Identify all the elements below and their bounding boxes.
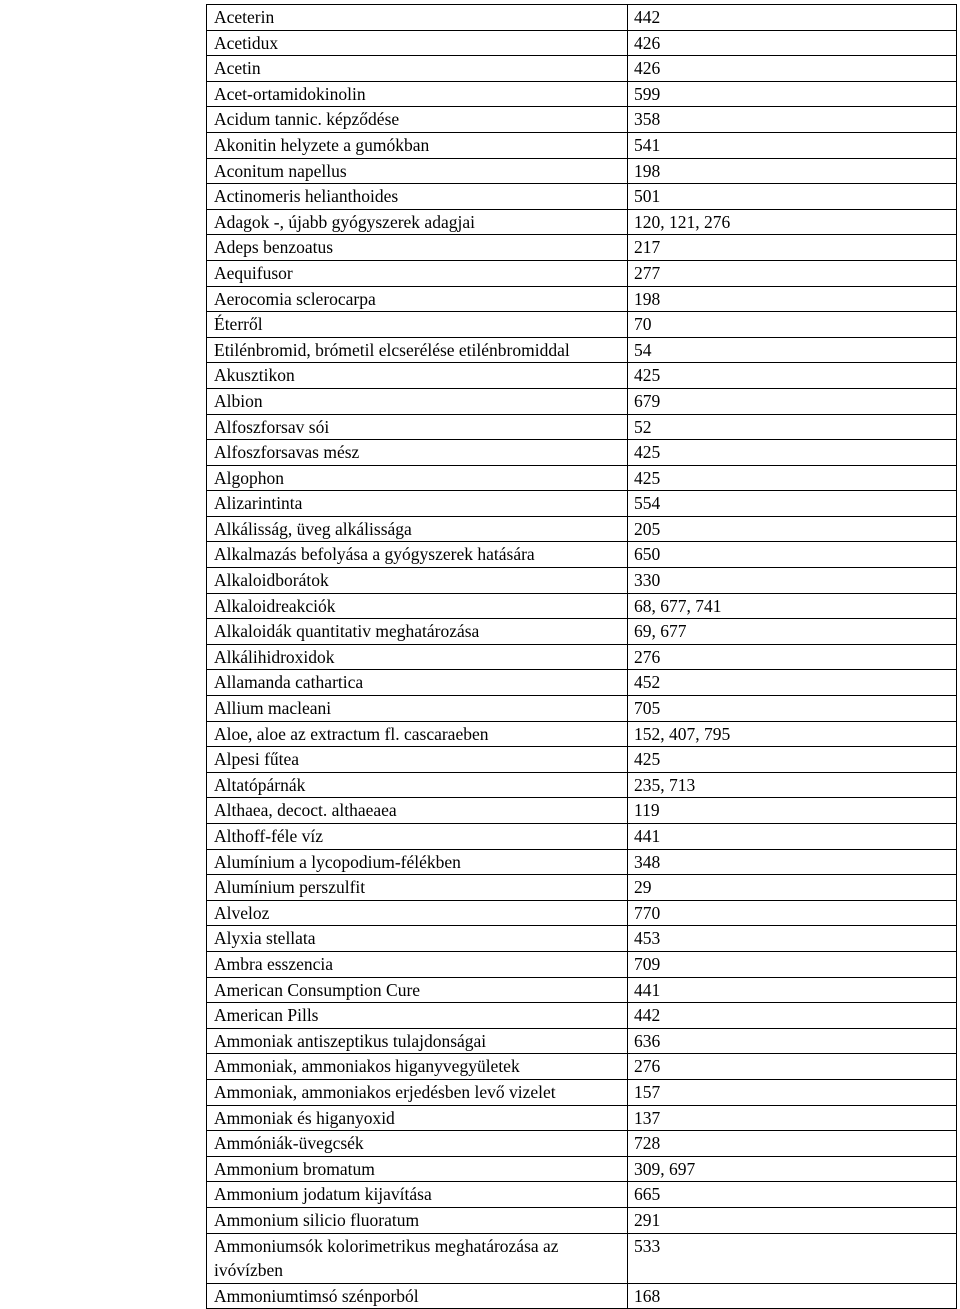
index-term: Alkaloidreakciók xyxy=(207,593,628,619)
table-row xyxy=(207,56,957,82)
index-page-numbers: 650 xyxy=(628,542,957,568)
index-page-numbers: 276 xyxy=(628,644,957,670)
index-term: Algophon xyxy=(207,465,628,491)
index-page-numbers: 54 xyxy=(628,337,957,363)
index-page-numbers: 425 xyxy=(628,747,957,773)
table-row xyxy=(207,132,957,158)
table-row xyxy=(207,1182,957,1208)
table-row xyxy=(207,235,957,261)
index-page-numbers: 152, 407, 795 xyxy=(628,721,957,747)
index-term: Altatópárnák xyxy=(207,772,628,798)
table-row xyxy=(207,1028,957,1054)
index-term: Allium macleani xyxy=(207,696,628,722)
index-page-numbers: 541 xyxy=(628,132,957,158)
index-page-numbers: 119 xyxy=(628,798,957,824)
index-page-numbers: 728 xyxy=(628,1131,957,1157)
index-term: Ammoniak és higanyoxid xyxy=(207,1105,628,1131)
index-term: Ammoniak, ammoniakos erjedésben levő vizelet xyxy=(207,1079,628,1105)
index-term: Etilénbromid, brómetil elcserélése etilénbromiddal xyxy=(207,337,628,363)
index-term: Alumínium perszulfit xyxy=(207,875,628,901)
index-page-numbers: 636 xyxy=(628,1028,957,1054)
index-term: Éterről xyxy=(207,312,628,338)
table-row xyxy=(207,849,957,875)
table-row xyxy=(207,568,957,594)
index-page-numbers: 554 xyxy=(628,491,957,517)
index-page-numbers: 665 xyxy=(628,1182,957,1208)
index-term: Akusztikon xyxy=(207,363,628,389)
index-page-numbers: 348 xyxy=(628,849,957,875)
index-table-body xyxy=(207,5,957,1309)
index-page-numbers: 442 xyxy=(628,1003,957,1029)
index-page-numbers: 157 xyxy=(628,1079,957,1105)
index-term: Aequifusor xyxy=(207,260,628,286)
table-row xyxy=(207,696,957,722)
index-term: Alkaloidborátok xyxy=(207,568,628,594)
index-page-numbers: 425 xyxy=(628,440,957,466)
index-page-numbers: 69, 677 xyxy=(628,619,957,645)
table-row xyxy=(207,798,957,824)
table-row xyxy=(207,926,957,952)
index-term: Alkálisság, üveg alkálissága xyxy=(207,516,628,542)
table-row xyxy=(207,747,957,773)
table-row xyxy=(207,260,957,286)
table-row xyxy=(207,1283,957,1309)
index-page-numbers: 309, 697 xyxy=(628,1156,957,1182)
index-term: Alizarintinta xyxy=(207,491,628,517)
index-page-numbers: 217 xyxy=(628,235,957,261)
index-term: Acidum tannic. képződése xyxy=(207,107,628,133)
table-row xyxy=(207,107,957,133)
table-row xyxy=(207,824,957,850)
index-term: American Pills xyxy=(207,1003,628,1029)
table-row xyxy=(207,465,957,491)
index-page-numbers: 501 xyxy=(628,184,957,210)
table-row xyxy=(207,209,957,235)
table-row xyxy=(207,491,957,517)
index-table xyxy=(206,4,957,1309)
index-page-numbers: 452 xyxy=(628,670,957,696)
index-page-numbers: 68, 677, 741 xyxy=(628,593,957,619)
table-row xyxy=(207,30,957,56)
index-term: Acetidux xyxy=(207,30,628,56)
index-page-numbers: 705 xyxy=(628,696,957,722)
table-row xyxy=(207,337,957,363)
index-term: Allamanda cathartica xyxy=(207,670,628,696)
table-row xyxy=(207,388,957,414)
index-term: Ammonium silicio fluoratum xyxy=(207,1207,628,1233)
table-row xyxy=(207,977,957,1003)
table-row xyxy=(207,81,957,107)
table-row xyxy=(207,670,957,696)
index-term: Alyxia stellata xyxy=(207,926,628,952)
index-term: Actinomeris helianthoides xyxy=(207,184,628,210)
index-page-numbers: 198 xyxy=(628,158,957,184)
table-row xyxy=(207,440,957,466)
index-page-numbers: 442 xyxy=(628,5,957,31)
index-page-numbers: 52 xyxy=(628,414,957,440)
index-term: Althaea, decoct. althaeaea xyxy=(207,798,628,824)
index-page-numbers: 425 xyxy=(628,465,957,491)
index-term: Acetin xyxy=(207,56,628,82)
index-term: Alumínium a lycopodium-félékben xyxy=(207,849,628,875)
table-row xyxy=(207,1131,957,1157)
table-row xyxy=(207,414,957,440)
table-row xyxy=(207,158,957,184)
index-page-numbers: 330 xyxy=(628,568,957,594)
index-page-numbers: 137 xyxy=(628,1105,957,1131)
index-term: Ammonium jodatum kijavítása xyxy=(207,1182,628,1208)
index-page-numbers: 709 xyxy=(628,951,957,977)
table-row xyxy=(207,1156,957,1182)
index-term: Ammoniak, ammoniakos higanyvegyületek xyxy=(207,1054,628,1080)
index-term: Alveloz xyxy=(207,900,628,926)
index-term: Akonitin helyzete a gumókban xyxy=(207,132,628,158)
index-term: Alfoszforsav sói xyxy=(207,414,628,440)
index-term: Alpesi fűtea xyxy=(207,747,628,773)
index-page-numbers: 120, 121, 276 xyxy=(628,209,957,235)
index-term: Ammoniumtimsó szénporból xyxy=(207,1283,628,1309)
index-term: Aceterin xyxy=(207,5,628,31)
index-page-numbers: 599 xyxy=(628,81,957,107)
index-term: Ambra esszencia xyxy=(207,951,628,977)
index-page-numbers: 453 xyxy=(628,926,957,952)
table-row xyxy=(207,1207,957,1233)
index-term: Adagok -, újabb gyógyszerek adagjai xyxy=(207,209,628,235)
index-term: Ammoniak antiszeptikus tulajdonságai xyxy=(207,1028,628,1054)
index-page-numbers: 198 xyxy=(628,286,957,312)
table-row xyxy=(207,772,957,798)
index-page-numbers: 425 xyxy=(628,363,957,389)
table-row xyxy=(207,363,957,389)
index-term: Alkaloidák quantitativ meghatározása xyxy=(207,619,628,645)
index-term: Ammoniumsók kolorimetrikus meghatározása az ivóvízben xyxy=(207,1233,628,1283)
table-row xyxy=(207,1233,957,1283)
table-row xyxy=(207,542,957,568)
table-row xyxy=(207,721,957,747)
index-page-numbers: 205 xyxy=(628,516,957,542)
table-row xyxy=(207,286,957,312)
index-term: American Consumption Cure xyxy=(207,977,628,1003)
index-page-numbers: 441 xyxy=(628,824,957,850)
index-term: Alfoszforsavas mész xyxy=(207,440,628,466)
table-row xyxy=(207,644,957,670)
index-page-numbers: 291 xyxy=(628,1207,957,1233)
index-term: Alkálihidroxidok xyxy=(207,644,628,670)
index-term: Acet-ortamidokinolin xyxy=(207,81,628,107)
table-row xyxy=(207,875,957,901)
index-page-numbers: 277 xyxy=(628,260,957,286)
table-row xyxy=(207,5,957,31)
table-row xyxy=(207,619,957,645)
index-page-numbers: 426 xyxy=(628,56,957,82)
index-page-numbers: 70 xyxy=(628,312,957,338)
index-term: Adeps benzoatus xyxy=(207,235,628,261)
index-term: Ammóniák-üvegcsék xyxy=(207,1131,628,1157)
table-row xyxy=(207,1003,957,1029)
index-page-numbers: 168 xyxy=(628,1283,957,1309)
table-row xyxy=(207,1054,957,1080)
index-term: Aloe, aloe az extractum fl. cascaraeben xyxy=(207,721,628,747)
table-row xyxy=(207,593,957,619)
table-row xyxy=(207,184,957,210)
index-page-numbers: 358 xyxy=(628,107,957,133)
index-page-numbers: 533 xyxy=(628,1233,957,1283)
index-term: Ammonium bromatum xyxy=(207,1156,628,1182)
index-term: Aerocomia sclerocarpa xyxy=(207,286,628,312)
index-page-numbers: 235, 713 xyxy=(628,772,957,798)
index-page-numbers: 679 xyxy=(628,388,957,414)
index-page-numbers: 441 xyxy=(628,977,957,1003)
index-page-numbers: 276 xyxy=(628,1054,957,1080)
table-row xyxy=(207,516,957,542)
table-row xyxy=(207,951,957,977)
table-row xyxy=(207,1105,957,1131)
table-row xyxy=(207,900,957,926)
index-term: Aconitum napellus xyxy=(207,158,628,184)
index-page-numbers: 770 xyxy=(628,900,957,926)
index-page-numbers: 29 xyxy=(628,875,957,901)
index-term: Albion xyxy=(207,388,628,414)
index-term: Althoff-féle víz xyxy=(207,824,628,850)
table-row xyxy=(207,1079,957,1105)
table-row xyxy=(207,312,957,338)
index-page-numbers: 426 xyxy=(628,30,957,56)
index-term: Alkalmazás befolyása a gyógyszerek hatására xyxy=(207,542,628,568)
